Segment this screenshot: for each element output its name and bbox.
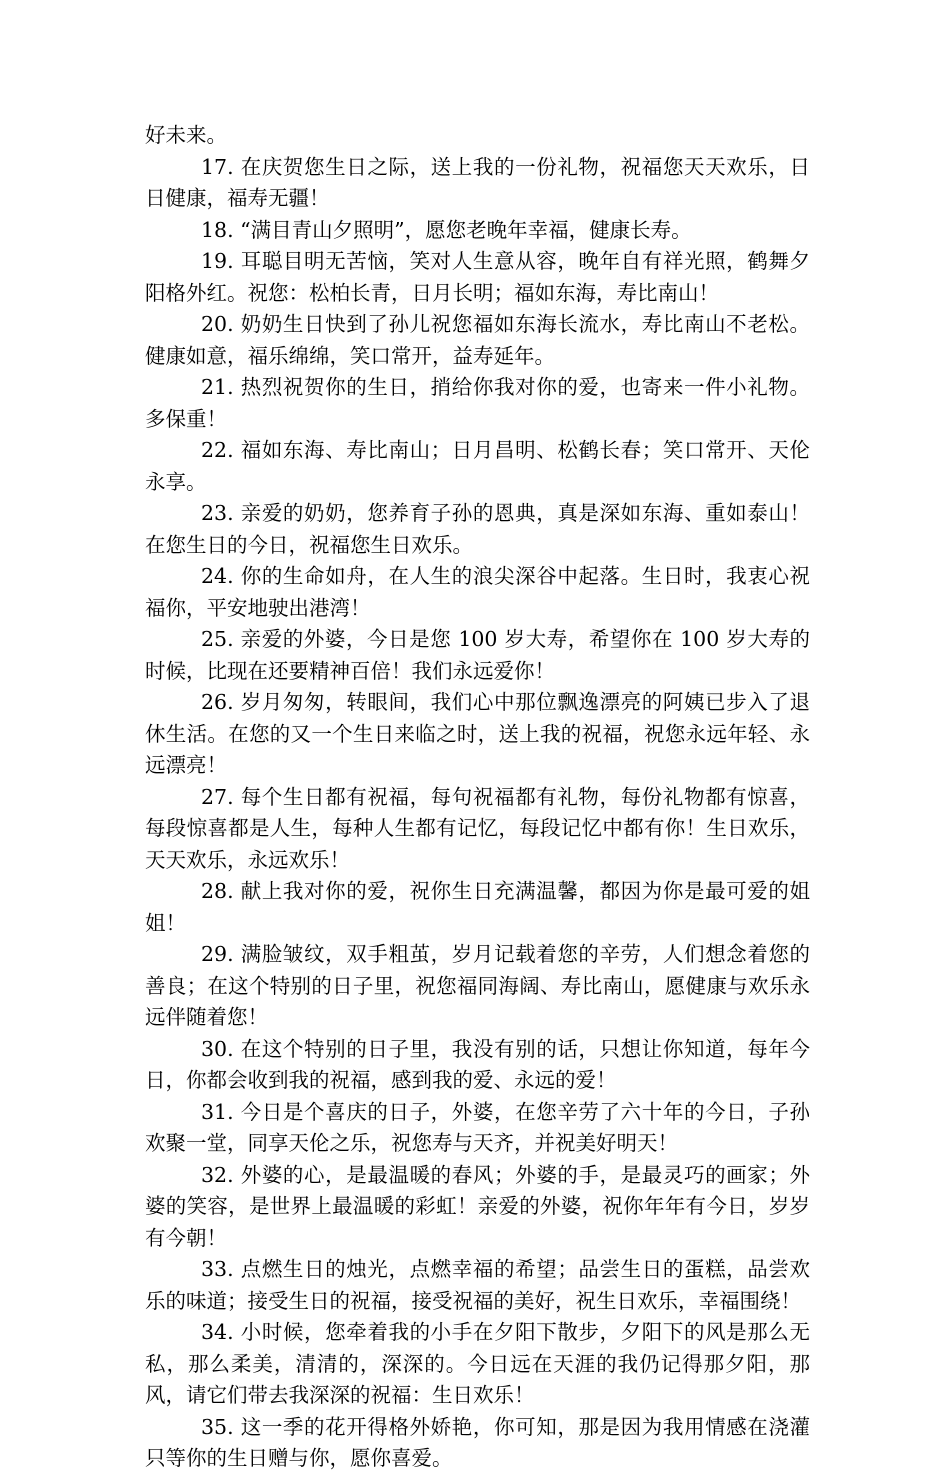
continuation-text: 好未来。 xyxy=(145,123,227,147)
list-item: 34. 小时候，您牵着我的小手在夕阳下散步，夕阳下的风是那么无私，那么柔美，清清的，深深的。今日远在天涯的我仍记得那夕阳，那风，请它们带去我深深的祝福：生日欢乐！ xyxy=(145,1320,810,1407)
list-item: 17. 在庆贺您生日之际，送上我的一份礼物，祝福您天天欢乐，日日健康，福寿无疆！ xyxy=(145,154,810,210)
document-body xyxy=(145,120,810,1475)
list-item: 32. 外婆的心，是最温暖的春风；外婆的手，是最灵巧的画家；外婆的笑容，是世界上最温暖的彩虹！亲爱的外婆，祝你年年有今日，岁岁有今朝！ xyxy=(145,1162,810,1250)
list-item: 30. 在这个特别的日子里，我没有别的话，只想让你知道，每年今日，你都会收到我的祝福，感到我的爱、永远的爱！ xyxy=(145,1036,810,1092)
list-item: 25. 亲爱的外婆，今日是您 100 岁大寿，希望你在 100 岁大寿的时候，比现在还要精神百倍！我们永远爱你！ xyxy=(145,627,810,683)
list-item: 21. 热烈祝贺你的生日，捎给你我对你的爱，也寄来一件小礼物。多保重！ xyxy=(145,375,810,431)
list-item: 24. 你的生命如舟，在人生的浪尖深谷中起落。生日时，我衷心祝福你，平安地驶出港湾！ xyxy=(145,564,810,620)
list-item: 18. “满目青山夕照明”，愿您老晚年幸福，健康长寿。 xyxy=(201,217,692,242)
list-item: 28. 献上我对你的爱，祝你生日充满温馨，都因为你是最可爱的姐姐！ xyxy=(145,879,810,935)
list-item: 29. 满脸皱纹，双手粗茧，岁月记载着您的辛劳，人们想念着您的善良；在这个特别的日子里，祝您福同海阔、寿比南山，愿健康与欢乐永远伴随着您！ xyxy=(145,942,810,1029)
list-item: 35. 这一季的花开得格外娇艳，你可知，那是因为我用情感在浇灌只等你的生日赠与你，愿你喜爱。 xyxy=(145,1414,810,1470)
list-item: 31. 今日是个喜庆的日子，外婆，在您辛劳了六十年的今日，子孙欢聚一堂，同享天伦之乐，祝您寿与天齐，并祝美好明天！ xyxy=(145,1099,810,1155)
list-item: 23. 亲爱的奶奶，您养育子孙的恩典，真是深如东海、重如泰山！在您生日的今日，祝福您生日欢乐。 xyxy=(145,501,810,557)
list-item: 33. 点燃生日的烛光，点燃幸福的希望；品尝生日的蛋糕，品尝欢乐的味道；接受生日的祝福，接受祝福的美好，祝生日欢乐，幸福围绕！ xyxy=(145,1257,810,1313)
list-item: 26. 岁月匆匆，转眼间，我们心中那位飘逸漂亮的阿姨已步入了退休生活。在您的又一个生日来临之时，送上我的祝福，祝您永远年轻、永远漂亮！ xyxy=(145,690,810,777)
list-item: 27. 每个生日都有祝福，每句祝福都有礼物，每份礼物都有惊喜，每段惊喜都是人生，每种人生都有记忆，每段记忆中都有你！生日欢乐，天天欢乐，永远欢乐！ xyxy=(145,784,810,872)
list-item: 20. 奶奶生日快到了孙儿祝您福如东海长流水，寿比南山不老松。健康如意，福乐绵绵，笑口常开，益寿延年。 xyxy=(145,312,810,368)
list-item: 22. 福如东海、寿比南山；日月昌明、松鹤长春；笑口常开、天伦永享。 xyxy=(145,438,810,494)
list-item: 19. 耳聪目明无苦恼，笑对人生意从容，晚年自有祥光照，鹤舞夕阳格外红。祝您：松柏长青，日月长明；福如东海，寿比南山！ xyxy=(145,249,810,305)
